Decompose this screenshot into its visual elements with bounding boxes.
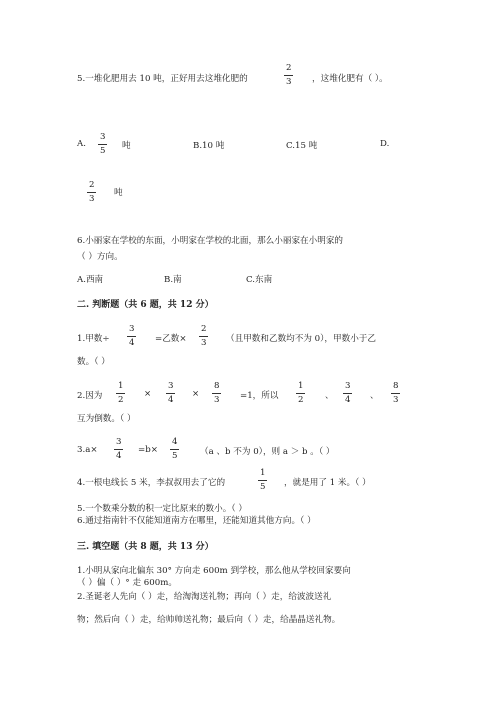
j3-f1-den: 4 [116,450,122,461]
j2-separator-1: 、 [325,391,334,401]
fraction-bar [127,336,136,337]
f1-line2: （ ）偏（ ）° 走 600m。 [77,578,177,588]
f1-line1: 1.小明从家向北偏东 30° 方向走 600m 到学校，那么他从学校回家要向 [77,566,351,576]
fraction-bar [343,393,352,394]
j3-part1: 3.a× [77,445,98,455]
q5-option-a-num: 3 [100,132,106,142]
q5-option-a-unit: 吨 [122,141,131,151]
fraction-bar [391,393,400,394]
j1-f1-num: 3 [129,324,135,334]
j2-f3-num: 8 [214,381,220,391]
q5-option-d-label: D. [380,139,390,149]
j2-part2: =1，所以 [240,391,279,401]
q6-line1: 6.小丽家在学校的东面，小明家在学校的北面，那么小丽家在小明家的 [77,236,344,246]
j3-part2: =b× [138,445,158,455]
q5-option-d-unit: 吨 [114,188,123,198]
j2-g1 [296,382,305,404]
q6-option-a: A.西南 [77,275,104,285]
q5-text-part2: ，这堆化肥有（ ）。 [312,74,388,84]
fraction-bar [114,449,123,450]
q5-option-a-label: A. [77,139,86,149]
j3-f2-den: 5 [172,450,178,461]
j1-f1-den: 4 [129,337,135,348]
q5-option-d-num: 2 [89,180,95,190]
j2-line2: 互为倒数。（ ） [77,414,136,424]
j4-f1-den: 5 [260,481,266,492]
j2-g2-den: 4 [345,394,351,405]
q5-option-b: B.10 吨 [193,141,225,151]
j6-text: 6.通过指南针不仅能知道南方在哪里，还能知道其他方向。（ ） [77,516,316,526]
j1-fraction-2 [199,325,208,347]
fraction-bar [199,336,208,337]
q6-option-c: C.东南 [246,275,273,285]
fraction-bar [212,393,221,394]
fraction-bar [166,393,175,394]
q6-option-b: B.南 [164,275,182,285]
j1-part2: =乙数× [155,334,187,344]
j2-f2-den: 4 [168,394,174,405]
j1-part3: （且甲数和乙数均不为 0），甲数小于乙 [226,334,376,344]
j2-g3-den: 3 [393,394,399,405]
fraction-bar [87,192,96,193]
j2-f1-den: 2 [118,394,124,405]
fraction-bar [296,393,305,394]
q5-option-a-den: 5 [100,145,106,156]
f2-line1: 2.圣诞老人先向（ ）走，给淘淘送礼物；再向（ ）走，给波波送礼 [77,592,332,602]
q6-line2: （ ）方向。 [77,252,123,262]
j4-f1-num: 1 [260,468,266,478]
j2-times-1: × [144,389,152,399]
fraction-bar [98,144,107,145]
j1-line2: 数。（ ） [77,357,110,367]
j2-g3 [391,382,400,404]
q5-option-d-den: 3 [89,193,95,204]
j1-f2-num: 2 [201,324,207,334]
j4-f1 [258,469,267,491]
j1-part1: 1.甲数÷ [77,334,110,344]
j2-g2-num: 3 [345,381,351,391]
j2-times-2: × [192,389,200,399]
j3-f1 [114,438,123,460]
j2-f2 [166,382,175,404]
j3-f1-num: 3 [116,437,122,447]
section-3-title: 三. 填空题（共 8 题，共 13 分） [77,542,214,552]
j1-fraction-1 [127,325,136,347]
j2-separator-2: 、 [370,391,379,401]
j2-part1: 2.因为 [77,391,103,401]
j2-f1-num: 1 [118,381,124,391]
q5-text-part1: 5.一堆化肥用去 10 吨，正好用去这堆化肥的 [77,74,248,84]
j2-g2 [343,382,352,404]
j2-g3-num: 8 [393,381,399,391]
fraction-bar [284,75,293,76]
q5-frac-den: 3 [286,76,292,87]
j2-f1 [116,382,125,404]
q5-option-d-fraction [87,181,96,203]
section-2-title: 二. 判断题（共 6 题，共 12 分） [77,300,214,310]
j2-f3-den: 3 [214,394,220,405]
j3-f2-num: 4 [172,437,178,447]
j5-text: 5.一个数乘分数的积一定比原来的数小。（ ） [77,504,247,514]
q5-option-c: C.15 吨 [286,141,318,151]
j3-part3: （a 、b 不为 0），则 a ＞ b 。（ ） [200,447,335,457]
j2-g1-den: 2 [298,394,304,405]
q5-frac-num: 2 [286,63,292,73]
j4-part1: 4.一根电线长 5 米，李叔叔用去了它的 [77,478,226,488]
j3-f2 [170,438,179,460]
fraction-bar [258,480,267,481]
j2-g1-num: 1 [298,381,304,391]
q5-fraction [284,64,293,86]
j1-f2-den: 3 [201,337,207,348]
fraction-bar [116,393,125,394]
fraction-bar [170,449,179,450]
j4-part2: ，就是用了 1 米。（ ） [284,478,371,488]
j2-f2-num: 3 [168,381,174,391]
f2-line2: 物；然后向（ ）走，给帅帅送礼物；最后向（ ）走，给晶晶送礼物。 [77,615,341,625]
j2-f3 [212,382,221,404]
q5-option-a-fraction [98,133,107,155]
